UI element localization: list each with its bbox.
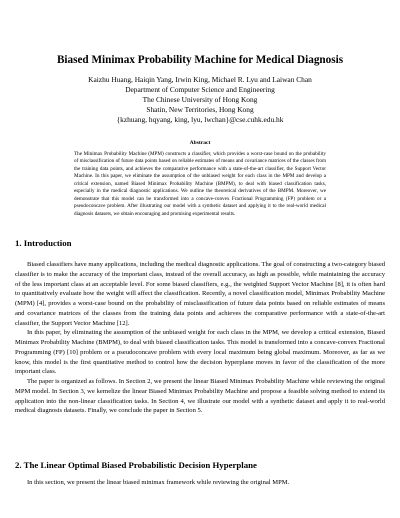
abstract-heading: Abstract	[189, 140, 211, 146]
paragraph: In this section, we present the linear biased minimax framework while reviewing the original MPM.	[27, 479, 290, 486]
section-1-body	[15, 260, 385, 416]
affiliation-university: The Chinese University of Hong Kong	[142, 94, 258, 104]
affiliation-department: Department of Computer Science and Engineering	[125, 84, 275, 94]
affiliation-address: Shatin, New Territories, Hong Kong	[146, 104, 254, 114]
author-block	[0, 75, 400, 125]
author-names: Kaizhu Huang, Haiqin Yang, Irwin King, Michael R. Lyu and Laiwan Chan	[88, 75, 312, 84]
paragraph: Biased classifiers have many applications, including the medical diagnostic applications. The goal of constructing a two-category biased classifier is to make the accuracy of the important class, instead of the overall accuracy, as high as possible, while maintaining the accuracy of the less important class at an acceptable level. For some biased classifiers, e.g., the weighted Support Vector Machine [8], it is often hard to quantitatively evaluate how the weight will affect the classification. Recently, a novel classification model, Minimax Probability Machine (MPM) [4], provides a worst-case bound on the probability of misclassification of future data points based on reliable estimates of means and covariance matrices of the classes from the training data points and achieves the comparative performance with a state-of-the-art classifier, the Support Vector Machine [12].	[15, 261, 385, 327]
abstract-text: The Minimax Probability Machine (MPM) constructs a classifier, which provides a worst-case bound on the probability of misclassification of future data points based on reliable estimates of means and covariance matrices of the classes from the training data points, and achieves the comparative performance with a state-of-the-art classifier, the Support Vector Machine. In this paper, we eliminate the assumption of the unbiased weight for each class in the MPM and develop a critical extension, named Biased Minimax Probability Machine (BMPM), to deal with biased classification tasks, especially in the medical diagnostic applications. We outline the theoretical derivatives of the BMPM. Moreover, we demonstrate that this model can be transformed into a concave-convex Fractional Programming (FP) problem or a pseudoconcave problem. After illustrating our model with a synthetic dataset and applying it to the real-world medical diagnosis datasets, we obtain encouraging and promising experimental results.	[74, 151, 326, 217]
paper-title: Biased Minimax Probability Machine for Medical Diagnosis	[56, 54, 344, 66]
section-2-body	[15, 478, 385, 488]
section-1-heading: 1. Introduction	[15, 238, 72, 248]
author-emails: {kzhuang, hqyang, king, lyu, lwchan}@cse.cuhk.edu.hk	[116, 114, 284, 124]
paragraph: The paper is organized as follows. In Section 2, we present the linear Biased Minimax Probability Machine while reviewing the original MPM model. In Section 3, we kernelize the linear Biased Minimax Probability Machine and propose a feasible solving method to extend its application into the non-linear classification tasks. In Section 4, we illustrate our model with a synthetic dataset and apply it to real-world medical diagnosis datasets. Finally, we conclude the paper in Section 5.	[15, 378, 385, 415]
paragraph: In this paper, by eliminating the assumption of the unbiased weight for each class in the MPM, we develop a critical extension, Biased Minimax Probability Machine (BMPM), to deal with biased classification tasks. This model is transformed into a concave-convex Fractional Programming (FP) [10] problem or a pseudoconcave problem with every local maximum being global maximum. Moreover, as far as we know, this model is the first quantitative method to control how the decision hyperplane moves in favor of the classification of the more important class.	[15, 329, 385, 376]
section-2-heading: 2. The Linear Optimal Biased Probabilistic Decision Hyperplane	[15, 460, 257, 470]
